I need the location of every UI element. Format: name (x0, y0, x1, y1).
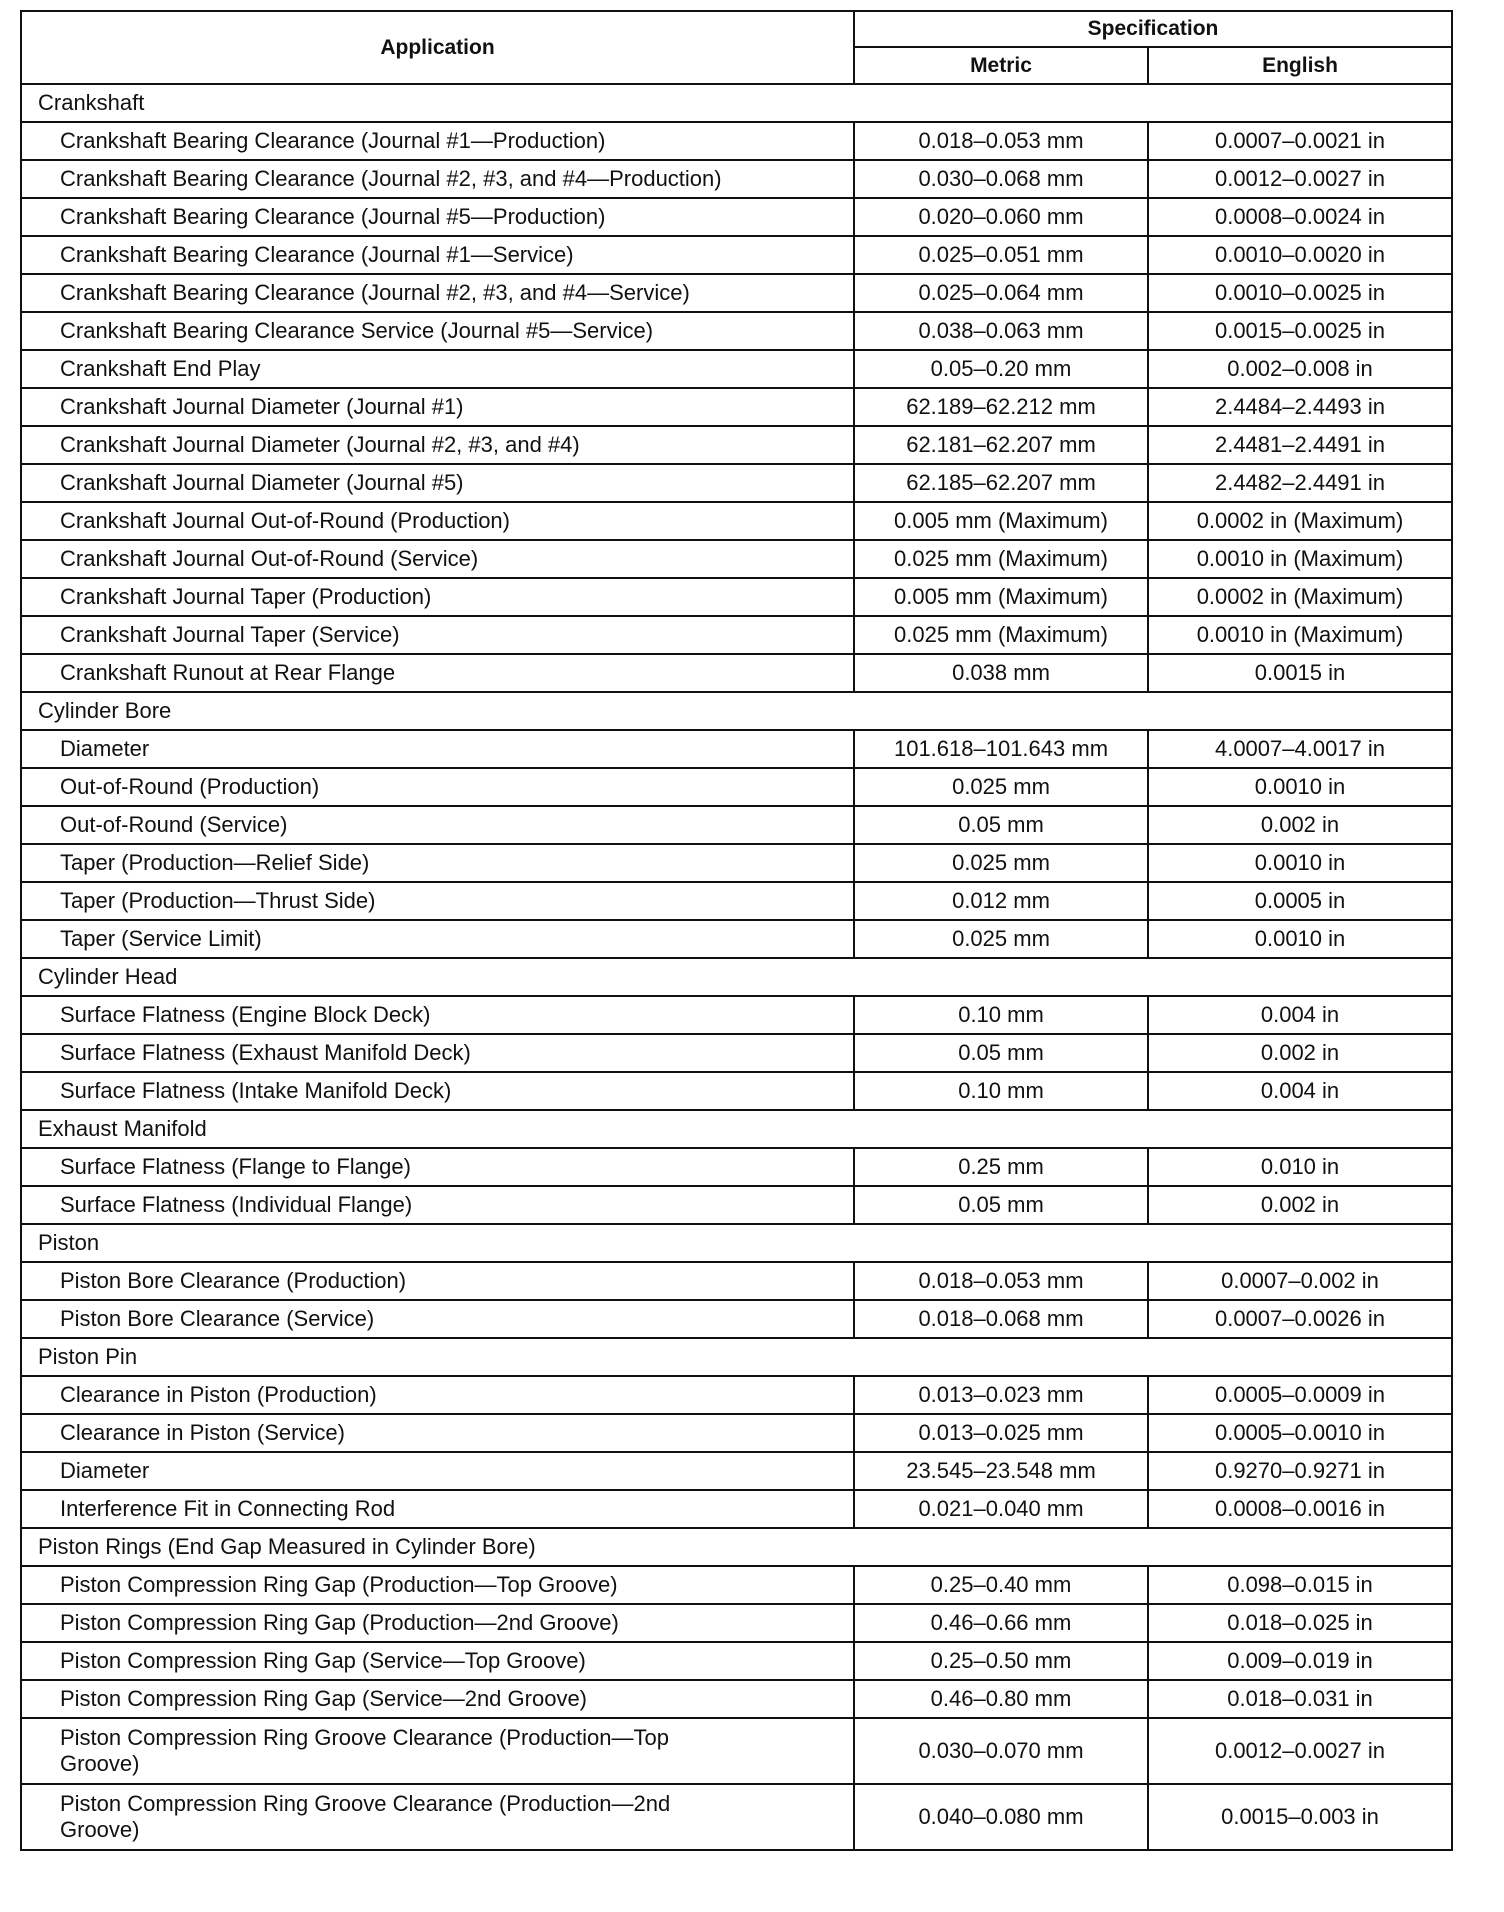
english-value-cell: 0.010 in (1148, 1148, 1452, 1186)
application-cell: Crankshaft Bearing Clearance (Journal #1—Production) (21, 122, 854, 160)
english-value-cell: 0.0005 in (1148, 882, 1452, 920)
metric-value-cell: 62.185–62.207 mm (854, 464, 1148, 502)
application-cell: Crankshaft Bearing Clearance (Journal #2, #3, and #4—Production) (21, 160, 854, 198)
category-label: Piston Pin (21, 1338, 1452, 1376)
english-value-cell: 0.018–0.031 in (1148, 1680, 1452, 1718)
table-row (21, 350, 1452, 388)
category-label: Cylinder Bore (21, 692, 1452, 730)
application-cell: Interference Fit in Connecting Rod (21, 1490, 854, 1528)
application-cell: Crankshaft Journal Out-of-Round (Service) (21, 540, 854, 578)
metric-value-cell: 0.25 mm (854, 1148, 1148, 1186)
english-value-cell: 0.0012–0.0027 in (1148, 160, 1452, 198)
category-label: Piston (21, 1224, 1452, 1262)
english-value-cell: 2.4481–2.4491 in (1148, 426, 1452, 464)
english-value-cell: 0.0010 in (Maximum) (1148, 616, 1452, 654)
application-cell: Crankshaft Journal Diameter (Journal #5) (21, 464, 854, 502)
table-row (21, 464, 1452, 502)
table-row (21, 198, 1452, 236)
english-value-cell: 0.002 in (1148, 806, 1452, 844)
application-cell: Taper (Service Limit) (21, 920, 854, 958)
table-row (21, 1604, 1452, 1642)
metric-value-cell: 0.013–0.025 mm (854, 1414, 1148, 1452)
application-cell: Crankshaft End Play (21, 350, 854, 388)
application-cell: Surface Flatness (Flange to Flange) (21, 1148, 854, 1186)
metric-value-cell: 0.030–0.070 mm (854, 1718, 1148, 1784)
category-row-cylinder-bore (21, 692, 1452, 730)
table-row (21, 654, 1452, 692)
table-row (21, 1680, 1452, 1718)
english-value-cell: 0.098–0.015 in (1148, 1566, 1452, 1604)
metric-value-cell: 0.030–0.068 mm (854, 160, 1148, 198)
table-row (21, 730, 1452, 768)
category-row-exhaust-manifold (21, 1110, 1452, 1148)
category-label: Cylinder Head (21, 958, 1452, 996)
metric-value-cell: 0.025–0.051 mm (854, 236, 1148, 274)
table-row (21, 1262, 1452, 1300)
table-row (21, 882, 1452, 920)
category-row-crankshaft (21, 84, 1452, 122)
table-row (21, 1072, 1452, 1110)
table-row (21, 388, 1452, 426)
metric-value-cell: 0.025 mm (Maximum) (854, 540, 1148, 578)
english-value-cell: 0.002 in (1148, 1034, 1452, 1072)
metric-value-cell: 0.05 mm (854, 1186, 1148, 1224)
table-row (21, 1490, 1452, 1528)
english-value-cell: 0.0010–0.0025 in (1148, 274, 1452, 312)
english-value-cell: 0.0007–0.002 in (1148, 1262, 1452, 1300)
table-row (21, 540, 1452, 578)
english-value-cell: 4.0007–4.0017 in (1148, 730, 1452, 768)
engine-specifications-table (20, 10, 1453, 1851)
specification-column-header: Specification (854, 11, 1452, 47)
english-value-cell: 0.0010 in (1148, 844, 1452, 882)
table-row (21, 1300, 1452, 1338)
table-row (21, 1414, 1452, 1452)
english-value-cell: 0.0002 in (Maximum) (1148, 578, 1452, 616)
category-row-piston-rings-end-gap-measured-in-cylinder-bore (21, 1528, 1452, 1566)
table-row (21, 616, 1452, 654)
category-row-piston (21, 1224, 1452, 1262)
table-row (21, 806, 1452, 844)
application-cell: Crankshaft Journal Taper (Production) (21, 578, 854, 616)
english-value-cell: 0.0010 in (1148, 920, 1452, 958)
english-value-cell: 0.0010–0.0020 in (1148, 236, 1452, 274)
metric-value-cell: 0.05–0.20 mm (854, 350, 1148, 388)
table-row (21, 1784, 1452, 1850)
english-value-cell: 0.0008–0.0016 in (1148, 1490, 1452, 1528)
english-value-cell: 2.4482–2.4491 in (1148, 464, 1452, 502)
english-value-cell: 0.0012–0.0027 in (1148, 1718, 1452, 1784)
english-column-header: English (1148, 47, 1452, 84)
metric-value-cell: 0.025 mm (Maximum) (854, 616, 1148, 654)
english-value-cell: 0.0015 in (1148, 654, 1452, 692)
table-row (21, 996, 1452, 1034)
metric-value-cell: 0.05 mm (854, 1034, 1148, 1072)
table-row (21, 502, 1452, 540)
english-value-cell: 0.0007–0.0021 in (1148, 122, 1452, 160)
english-value-cell: 0.004 in (1148, 1072, 1452, 1110)
metric-value-cell: 0.46–0.80 mm (854, 1680, 1148, 1718)
table-row (21, 160, 1452, 198)
category-row-cylinder-head (21, 958, 1452, 996)
application-cell: Piston Bore Clearance (Service) (21, 1300, 854, 1338)
table-row (21, 236, 1452, 274)
metric-value-cell: 0.10 mm (854, 996, 1148, 1034)
metric-value-cell: 0.012 mm (854, 882, 1148, 920)
metric-value-cell: 0.018–0.053 mm (854, 1262, 1148, 1300)
english-value-cell: 0.0008–0.0024 in (1148, 198, 1452, 236)
english-value-cell: 0.002 in (1148, 1186, 1452, 1224)
table-row (21, 1718, 1452, 1784)
application-cell: Clearance in Piston (Service) (21, 1414, 854, 1452)
application-cell: Clearance in Piston (Production) (21, 1376, 854, 1414)
table-row (21, 844, 1452, 882)
table-row (21, 1034, 1452, 1072)
application-cell: Diameter (21, 1452, 854, 1490)
table-row (21, 1452, 1452, 1490)
application-cell: Crankshaft Bearing Clearance (Journal #5—Production) (21, 198, 854, 236)
application-cell: Surface Flatness (Intake Manifold Deck) (21, 1072, 854, 1110)
metric-value-cell: 0.025–0.064 mm (854, 274, 1148, 312)
english-value-cell: 0.9270–0.9271 in (1148, 1452, 1452, 1490)
metric-value-cell: 0.005 mm (Maximum) (854, 578, 1148, 616)
english-value-cell: 0.0015–0.003 in (1148, 1784, 1452, 1850)
application-cell: Piston Compression Ring Gap (Service—2nd Groove) (21, 1680, 854, 1718)
application-cell: Diameter (21, 730, 854, 768)
metric-value-cell: 0.040–0.080 mm (854, 1784, 1148, 1850)
metric-value-cell: 0.021–0.040 mm (854, 1490, 1148, 1528)
english-value-cell: 0.004 in (1148, 996, 1452, 1034)
application-cell: Surface Flatness (Exhaust Manifold Deck) (21, 1034, 854, 1072)
english-value-cell: 0.018–0.025 in (1148, 1604, 1452, 1642)
metric-value-cell: 0.025 mm (854, 844, 1148, 882)
table-row (21, 1566, 1452, 1604)
metric-value-cell: 0.005 mm (Maximum) (854, 502, 1148, 540)
table-row (21, 1148, 1452, 1186)
application-cell: Piston Compression Ring Gap (Production—Top Groove) (21, 1566, 854, 1604)
english-value-cell: 0.002–0.008 in (1148, 350, 1452, 388)
application-cell: Out-of-Round (Service) (21, 806, 854, 844)
table-row (21, 122, 1452, 160)
application-cell: Out-of-Round (Production) (21, 768, 854, 806)
application-cell: Piston Compression Ring Gap (Service—Top Groove) (21, 1642, 854, 1680)
metric-value-cell: 62.189–62.212 mm (854, 388, 1148, 426)
metric-column-header: Metric (854, 47, 1148, 84)
category-label: Exhaust Manifold (21, 1110, 1452, 1148)
table-row (21, 274, 1452, 312)
application-cell: Surface Flatness (Individual Flange) (21, 1186, 854, 1224)
english-value-cell: 0.0010 in (Maximum) (1148, 540, 1452, 578)
metric-value-cell: 0.018–0.068 mm (854, 1300, 1148, 1338)
application-cell: Crankshaft Journal Diameter (Journal #2, #3, and #4) (21, 426, 854, 464)
table-row (21, 768, 1452, 806)
application-cell: Piston Compression Ring Groove Clearance (Production—2nd Groove) (21, 1784, 854, 1850)
application-cell: Crankshaft Journal Diameter (Journal #1) (21, 388, 854, 426)
table-row (21, 1376, 1452, 1414)
english-value-cell: 0.0002 in (Maximum) (1148, 502, 1452, 540)
application-cell: Crankshaft Bearing Clearance Service (Journal #5—Service) (21, 312, 854, 350)
application-cell: Crankshaft Runout at Rear Flange (21, 654, 854, 692)
application-cell: Crankshaft Journal Out-of-Round (Production) (21, 502, 854, 540)
english-value-cell: 0.0005–0.0009 in (1148, 1376, 1452, 1414)
english-value-cell: 0.0007–0.0026 in (1148, 1300, 1452, 1338)
metric-value-cell: 0.46–0.66 mm (854, 1604, 1148, 1642)
metric-value-cell: 0.020–0.060 mm (854, 198, 1148, 236)
application-cell: Taper (Production—Relief Side) (21, 844, 854, 882)
application-cell: Piston Bore Clearance (Production) (21, 1262, 854, 1300)
table-row (21, 426, 1452, 464)
application-cell: Piston Compression Ring Gap (Production—2nd Groove) (21, 1604, 854, 1642)
application-cell: Crankshaft Bearing Clearance (Journal #2, #3, and #4—Service) (21, 274, 854, 312)
english-value-cell: 0.0010 in (1148, 768, 1452, 806)
english-value-cell: 0.0015–0.0025 in (1148, 312, 1452, 350)
metric-value-cell: 62.181–62.207 mm (854, 426, 1148, 464)
metric-value-cell: 0.10 mm (854, 1072, 1148, 1110)
english-value-cell: 0.0005–0.0010 in (1148, 1414, 1452, 1452)
metric-value-cell: 23.545–23.548 mm (854, 1452, 1148, 1490)
english-value-cell: 2.4484–2.4493 in (1148, 388, 1452, 426)
table-header (21, 11, 1452, 84)
metric-value-cell: 0.025 mm (854, 768, 1148, 806)
table-row (21, 1186, 1452, 1224)
english-value-cell: 0.009–0.019 in (1148, 1642, 1452, 1680)
application-cell: Taper (Production—Thrust Side) (21, 882, 854, 920)
category-label: Piston Rings (End Gap Measured in Cylinder Bore) (21, 1528, 1452, 1566)
metric-value-cell: 0.25–0.50 mm (854, 1642, 1148, 1680)
application-cell: Surface Flatness (Engine Block Deck) (21, 996, 854, 1034)
table-row (21, 920, 1452, 958)
metric-value-cell: 101.618–101.643 mm (854, 730, 1148, 768)
metric-value-cell: 0.25–0.40 mm (854, 1566, 1148, 1604)
metric-value-cell: 0.018–0.053 mm (854, 122, 1148, 160)
metric-value-cell: 0.05 mm (854, 806, 1148, 844)
application-cell: Piston Compression Ring Groove Clearance (Production—Top Groove) (21, 1718, 854, 1784)
table-row (21, 578, 1452, 616)
application-cell: Crankshaft Journal Taper (Service) (21, 616, 854, 654)
category-label: Crankshaft (21, 84, 1452, 122)
metric-value-cell: 0.025 mm (854, 920, 1148, 958)
application-cell: Crankshaft Bearing Clearance (Journal #1—Service) (21, 236, 854, 274)
table-row (21, 312, 1452, 350)
table-body (21, 84, 1452, 1850)
metric-value-cell: 0.038–0.063 mm (854, 312, 1148, 350)
metric-value-cell: 0.013–0.023 mm (854, 1376, 1148, 1414)
application-column-header: Application (21, 11, 854, 84)
metric-value-cell: 0.038 mm (854, 654, 1148, 692)
table-row (21, 1642, 1452, 1680)
category-row-piston-pin (21, 1338, 1452, 1376)
